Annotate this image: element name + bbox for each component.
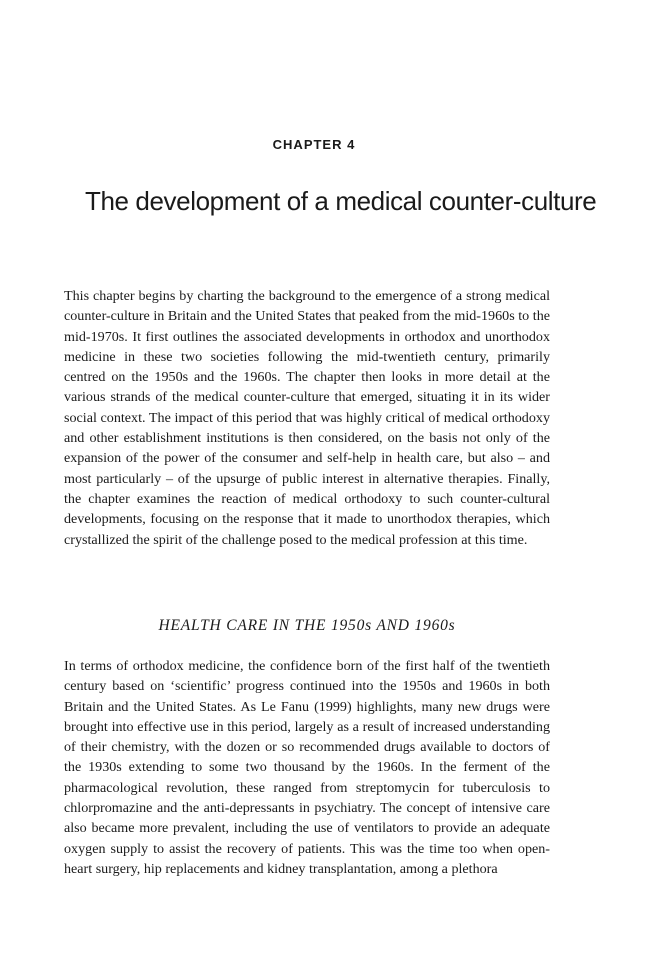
chapter-number: CHAPTER 4	[272, 137, 356, 152]
intro-paragraph: This chapter begins by charting the background to the emergence of a strong medical counter-culture in Britain and the United States that peaked from the mid-1960s to the mid-1970s. It first outlines the associated developments in orthodox and unorthodox medicine in these two societies following the mid-twentieth century, primarily centred on the 1950s and the 1960s. The chapter then looks in more detail at the various strands of the medical counter-culture that emerged, situating it in its wider social context. The impact of this period that was highly critical of medical orthodoxy and other establishment institutions is then considered, on the basis not only of the expansion of the power of the consumer and self-help in health care, but also – and most particularly – of the upsurge of public interest in alternative therapies. Finally, the chapter examines the reaction of medical orthodoxy to such counter-cultural developments, focusing on the response that it made to unorthodox therapies, which crystallized the spirit of the challenge posed to the medical profession at this time.	[64, 288, 550, 548]
section-paragraph: In terms of orthodox medicine, the confidence born of the first half of the twentieth century based on ‘scientific’ progress continued into the 1950s and 1960s in both Britain and the United States. As Le Fanu (1999) highlights, many new drugs were brought into effective use in this period, largely as a result of increased understanding of their chemistry, with the dozen or so recommended drugs available to doctors of the 1930s extending to some two thousand by the 1960s. In the ferment of the pharmacological revolution, these ranged from streptomycin for tuberculosis to chlorpromazine and the anti-depressants in psychiatry. The concept of intensive care also became more prevalent, including the use of ventilators to provide an adequate oxygen supply to assist the recovery of patients. This was the time too when open-heart surgery, hip replacements and kidney transplantation, among a plethora	[64, 658, 550, 877]
section-heading: HEALTH CARE IN THE 1950s AND 1960s	[158, 617, 456, 634]
chapter-title: The development of a medical counter-culture	[85, 186, 597, 216]
